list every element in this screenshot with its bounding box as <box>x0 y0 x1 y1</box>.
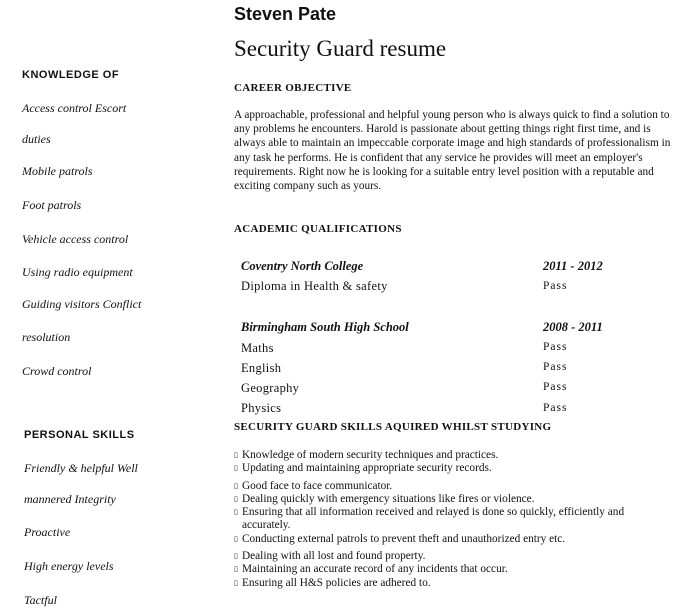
bullet-icon: ▯ <box>234 464 238 473</box>
resume-title: Security Guard resume <box>234 36 447 61</box>
bullet-icon: ▯ <box>234 578 238 587</box>
personal-skill-item: Friendly & helpful Well <box>24 461 138 475</box>
subject: Maths <box>241 341 274 355</box>
bullet-icon: ▯ <box>234 508 238 517</box>
knowledge-item: Foot patrols <box>22 198 82 212</box>
knowledge-item: Access control Escort <box>22 101 127 115</box>
bullet-icon: ▯ <box>234 451 238 459</box>
result: Pass <box>543 402 568 414</box>
bullet-icon: ▯ <box>234 534 238 543</box>
personal-skills-heading: PERSONAL SKILLS <box>24 429 135 441</box>
result: Pass <box>543 381 568 393</box>
career-objective-text: A approachable, professional and helpful young person who is always quick to find a solution to any problems he encounters. Harold is passionate about getting things right first time, and is always able to maintain an impeccable corporate image and high standards of professionalism in any task he performs. He is confident that any service he provides will meet an employer's requirements. Right now he is looking for a suitable entry level position with a reputable and exciting company such as yours. <box>234 109 671 193</box>
personal-skill-item: Proactive <box>24 525 71 539</box>
list-item: ▯ Updating and maintaining appropriate security records. <box>234 462 492 475</box>
security-skills-heading: SECURITY GUARD SKILLS AQUIRED WHILST STUDYING <box>234 421 552 433</box>
list-item: ▯ Dealing with all lost and found property. <box>234 550 426 563</box>
security-skills-list <box>234 449 689 590</box>
list-item: ▯ Maintaining an accurate record of any incidents that occur. <box>234 563 508 576</box>
list-item: ▯ Dealing quickly with emergency situations like fires or violence. <box>234 492 535 505</box>
result: Pass <box>543 280 568 292</box>
bullet-icon: ▯ <box>234 494 238 503</box>
candidate-name: Steven Pate <box>234 4 337 24</box>
knowledge-heading: KNOWLEDGE OF <box>22 69 120 81</box>
knowledge-item: Vehicle access control <box>22 232 129 246</box>
knowledge-item: Mobile patrols <box>22 164 93 178</box>
knowledge-item: duties <box>22 132 51 146</box>
bullet-icon: ▯ <box>234 481 238 490</box>
career-objective-heading: CAREER OBJECTIVE <box>234 82 352 94</box>
subject: Geography <box>241 381 300 395</box>
bullet-icon: ▯ <box>234 552 238 561</box>
knowledge-item: resolution <box>22 330 71 344</box>
personal-skill-item: mannered Integrity <box>24 492 116 506</box>
subject: Diploma in Health & safety <box>241 279 388 293</box>
knowledge-item: Guiding visitors Conflict <box>22 297 142 311</box>
result: Pass <box>543 361 568 373</box>
knowledge-item: Crowd control <box>22 364 92 378</box>
academic-heading: ACADEMIC QUALIFICATIONS <box>234 223 402 235</box>
personal-skill-item: High energy levels <box>24 559 114 573</box>
knowledge-item: Using radio equipment <box>22 265 133 279</box>
bullet-icon: ▯ <box>234 565 238 574</box>
school-name: Coventry North College <box>241 259 364 273</box>
subject: Physics <box>241 401 282 415</box>
school-years: 2008 - 2011 <box>543 320 603 334</box>
list-item: ▯ Ensuring all H&S policies are adhered to. <box>234 576 431 589</box>
result: Pass <box>543 341 568 353</box>
school-years: 2011 - 2012 <box>543 259 603 273</box>
list-item: ▯ Knowledge of modern security techniques and practices. <box>234 449 499 461</box>
subject: English <box>241 361 282 375</box>
list-item: ▯ Conducting external patrols to prevent theft and unauthorized entry etc. <box>234 532 566 545</box>
personal-skill-item: Tactful <box>24 593 57 607</box>
list-item: ▯ Ensuring that all information received and relayed is done so quickly, efficiently and accurately. <box>234 506 625 532</box>
list-item: ▯ Good face to face communicator. <box>234 479 393 492</box>
school-name: Birmingham South High School <box>241 320 409 334</box>
